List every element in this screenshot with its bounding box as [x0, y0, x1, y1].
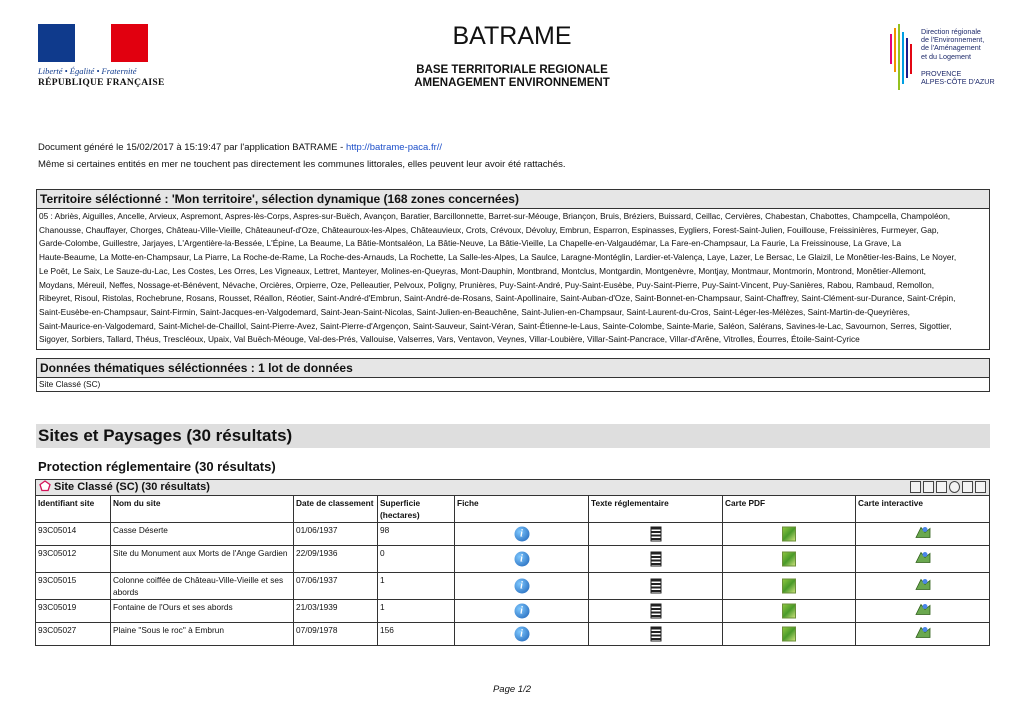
export-icon[interactable]	[910, 481, 921, 493]
territoire-heading: Territoire séléctionné : 'Mon territoire', sélection dynamique (168 zones concernées)	[37, 190, 989, 209]
table-toolbar	[910, 481, 986, 493]
globe-icon[interactable]	[949, 481, 960, 493]
dreal-bars-icon	[888, 24, 916, 90]
dreal-name: Direction régionale de l'Environnement, de l'Aménagement et du Logement	[921, 27, 985, 61]
generation-line: Document généré le 15/02/2017 à 15:19:47 par l'application BATRAME - http://batrame-paca.fr//	[38, 142, 443, 153]
pdf-map-icon[interactable]	[782, 627, 796, 642]
map-icon[interactable]	[975, 481, 986, 493]
table-row: 93C05012 Site du Monument aux Morts de l'Ange Gardien 22/09/1936 0 i	[36, 546, 990, 573]
table-row: 93C05027 Plaine "Sous le roc" à Embrun 07/09/1978 156 i	[36, 623, 990, 646]
document-icon[interactable]	[650, 627, 661, 642]
section-subtitle: Protection réglementaire (30 résultats)	[38, 459, 276, 474]
table-header: Identifiant site Nom du site Date de classement Superficie (hectares) Fiche Texte réglementaire Carte PDF Carte interactive	[36, 496, 990, 523]
info-icon[interactable]: i	[514, 627, 529, 642]
dreal-logo	[888, 22, 998, 94]
document-icon[interactable]	[650, 552, 661, 567]
interactive-map-icon[interactable]	[915, 551, 931, 568]
interactive-map-icon[interactable]	[915, 603, 931, 620]
intro-text	[38, 139, 566, 173]
clipboard-icon[interactable]	[936, 481, 947, 493]
info-icon[interactable]: i	[514, 527, 529, 542]
document-icon[interactable]	[650, 527, 661, 542]
page-number: Page 1/2	[492, 684, 532, 695]
info-icon[interactable]: i	[514, 604, 529, 619]
section-title: Sites et Paysages (30 résultats)	[38, 426, 293, 445]
rf-motto: Liberté • Égalité • Fraternité	[38, 66, 137, 76]
document-icon[interactable]	[650, 604, 661, 619]
donnees-box	[36, 358, 990, 392]
pdf-map-icon[interactable]	[782, 604, 796, 619]
batrame-link[interactable]: http://batrame-paca.fr//	[345, 142, 443, 153]
page-subtitle: BASE TERRITORIALE REGIONALE AMENAGEMENT ENVIRONNEMENT	[414, 64, 610, 89]
interactive-map-icon[interactable]	[915, 526, 931, 543]
territoire-box	[36, 189, 990, 350]
table-row: 93C05015 Colonne coiffée de Château-Ville-Vieille et ses abords 07/06/1937 1 i	[36, 573, 990, 600]
pdf-map-icon[interactable]	[782, 579, 796, 594]
list-icon[interactable]	[923, 481, 934, 493]
dreal-region: PROVENCE ALPES-CÔTE D'AZUR	[921, 69, 995, 87]
book-icon[interactable]	[962, 481, 973, 493]
results-table	[35, 479, 990, 646]
pdf-map-icon[interactable]	[782, 527, 796, 542]
donnees-heading: Données thématiques séléctionnées : 1 lot de données	[37, 359, 989, 378]
territoire-communes: 05 : Abriès, Aiguilles, Ancelle, Arvieux, Aspremont, Aspres-lès-Corps, Aspres-sur-Buëch, Avançon, Baratier, Barcillonnette, Barret-sur-Méouge, Briançon, Bruis, Bréziers, Buissard, Ceillac, Cervières, Chabestan, Chabottes, Champcella, Champoléon, Chanousse, Chauffayer, Chorges, Château-Ville-Vieille, Châteauneuf-d'Oze, Châteauroux-les-Alpes, Châteauvieux, Crots, Crévoux, Dévoluy, Embrun, Esparron, Espinasses, Eygliers, Forest-Saint-Julien, Fouillouse, Freissinières, Furmeyer, Gap, Garde-Colombe, Guillestre, Jarjayes, L'Argentière-la-Bessée, L'Épine, La Beaume, La Bâtie-Montsaléon, La Bâtie-Neuve, La Bâtie-Vieille, La Chapelle-en-Valgaudémar, La Fare-en-Champsaur, La Faurie, La Freissinouse, La Grave, La Haute-Beaume, La Motte-en-Champsaur, La Piarre, La Roche-de-Rame, La Roche-des-Arnauds, La Rochette, La Salle-les-Alpes, La Saulce, Laragne-Montéglin, Lardier-et-Valença, Laye, Lazer, Le Bersac, Le Glaizil, Le Monêtier-les-Bains, Le Noyer, Le Poët, Le Saix, Le Sauze-du-Lac, Les Costes, Les Orres, Les Vigneaux, Lettret, Manteyer, Molines-en-Queyras, Mont-Dauphin, Montbrand, Montclus, Montgardin, Montgenèvre, Montjay, Montmaur, Montmorin, Montrond, Monêtier-Allemont, Moydans, Méreuil, Neffes, Nossage-et-Bénévent, Névache, Orcières, Orpierre, Oze, Pelleautier, Pelvoux, Poligny, Prunières, Puy-Saint-André, Puy-Saint-Eusèbe, Puy-Saint-Pierre, Puy-Saint-Vincent, Puy-Sanières, Rabou, Rambaud, Remollon, Ribeyret, Risoul, Ristolas, Rochebrune, Rosans, Rousset, Réallon, Réotier, Saint-André-d'Embrun, Saint-André-de-Rosans, Saint-Apollinaire, Saint-Auban-d'Oze, Saint-Bonnet-en-Champsaur, Saint-Chaffrey, Saint-Clément-sur-Durance, Saint-Crépin, Saint-Eusèbe-en-Champsaur, Saint-Firmin, Saint-Jacques-en-Valgodemard, Saint-Jean-Saint-Nicolas, Saint-Julien-en-Beauchêne, Saint-Julien-en-Champsaur, Saint-Laurent-du-Cros, Saint-Léger-les-Mélèzes, Saint-Martin-de-Queyrières, Saint-Maurice-en-Valgodemard, Saint-Michel-de-Chaillol, Saint-Pierre-Avez, Saint-Pierre-d'Argençon, Saint-Sauveur, Saint-Véran, Saint-Étienne-le-Laus, Sainte-Colombe, Sainte-Marie, Saléon, Salérans, Savines-le-Lac, Savournon, Serres, Sigottier, Sigoyer, Sorbiers, Tallard, Théus, Trescléoux, Upaix, Val Buëch-Méouge, Val-des-Prés, Vallouise, Valserres, Vars, Ventavon, Veynes, Villar-Loubière, Villar-Saint-Pancrace, Villar-d'Arêne, Vitrolles, Éourres, Étoile-Saint-Cyrice	[39, 211, 957, 345]
marianne-flag-icon	[38, 24, 148, 62]
document-icon[interactable]	[650, 579, 661, 594]
table-caption: Site Classé (SC) (30 résultats)	[36, 480, 990, 496]
donnees-item: Site Classé (SC)	[39, 379, 101, 389]
pdf-map-icon[interactable]	[782, 552, 796, 567]
interactive-map-icon[interactable]	[915, 626, 931, 643]
table-row: 93C05019 Fontaine de l'Ours et ses abords 21/03/1939 1 i	[36, 600, 990, 623]
table-row: 93C05014 Casse Déserte 01/06/1937 98 i	[36, 523, 990, 546]
note-line: Même si certaines entités en mer ne touchent pas directement les communes littorales, elles peuvent leur avoir été rattachés.	[38, 159, 566, 170]
info-icon[interactable]: i	[514, 552, 529, 567]
info-icon[interactable]: i	[514, 579, 529, 594]
republique-francaise-logo	[38, 24, 165, 90]
interactive-map-icon[interactable]	[915, 578, 931, 595]
pentagon-icon	[39, 480, 51, 492]
page-title: BATRAME	[452, 22, 572, 50]
rf-name: RÉPUBLIQUE FRANÇAISE	[38, 78, 165, 88]
